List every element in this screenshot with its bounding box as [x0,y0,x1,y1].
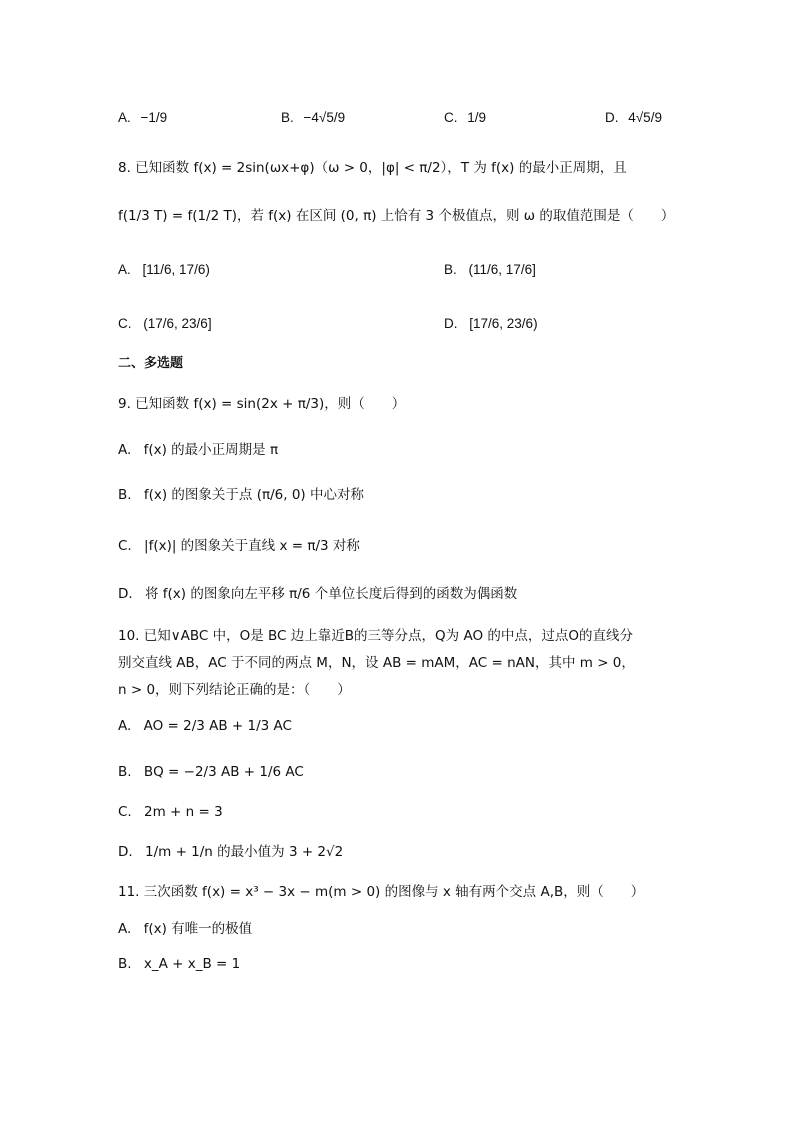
q11-option-a[interactable] [118,919,252,939]
q11-stem: 11. 三次函数 f(x) = x³ − 3x − m(m > 0) 的图像与 x 轴有两个交点 A,B，则（ ） [118,884,645,900]
section-title: 二、多选题 [118,356,184,371]
q7-option-d[interactable] [605,108,662,128]
option-expr: −1/9 [140,110,168,125]
q8-option-a[interactable] [118,260,210,280]
q10-option-a[interactable] [118,716,292,736]
option-label: A. [118,442,132,458]
option-label: A. [118,718,132,734]
q7-option-a[interactable] [118,108,167,128]
q10-stem-line1: 10. 已知∨ABC 中，O是 BC 边上靠近B的三等分点，Q为 AO 的中点，过点O的直线分 [118,628,633,644]
option-label: C. [118,538,132,554]
option-text: f(x) 有唯一的极值 [143,921,253,937]
q10-stem-line3: n > 0，则下列结论正确的是：（ ） [118,682,351,698]
q9-option-b[interactable] [118,485,364,505]
option-label: A. [118,110,131,125]
q7-option-b[interactable] [281,108,345,128]
option-text: f(x) 的图象关于点 (π/6, 0) 中心对称 [143,487,364,503]
q9-stem: 9. 已知函数 f(x) = sin(2x + π/3)，则（ ） [118,396,406,412]
q8-option-d[interactable] [444,314,538,334]
option-label: A. [118,262,131,277]
q7-option-c[interactable] [444,108,486,128]
option-label: D. [118,586,133,602]
option-label: D. [444,316,458,331]
option-label: C. [444,110,458,125]
q9-option-c[interactable] [118,536,360,556]
option-text: x_A + x_B = 1 [143,956,241,972]
option-text: 1/m + 1/n 的最小值为 3 + 2√2 [144,844,344,860]
option-expr: (11/6, 17/6] [468,262,536,277]
option-label: B. [118,487,132,503]
option-label: B. [118,764,132,780]
option-expr: [17/6, 23/6) [469,316,538,331]
q10-option-d[interactable] [118,842,343,862]
q10-option-c[interactable] [118,802,223,822]
q8-stem-line1: 8. 已知函数 f(x) = 2sin(ωx+φ)（ω > 0，|φ| < π/2），T 为 f(x) 的最小正周期，且 [118,160,627,176]
option-text: BQ = −2/3 AB + 1/6 AC [143,764,304,780]
q9-option-a[interactable] [118,440,278,460]
q8-stem-line2: f(1/3 T) = f(1/2 T)，若 f(x) 在区间 (0, π) 上恰有 3 个极值点，则 ω 的取值范围是（ ） [118,208,675,224]
option-label: D. [118,844,133,860]
option-label: B. [444,262,457,277]
option-text: 2m + n = 3 [144,804,223,820]
option-label: C. [118,804,132,820]
option-text: 将 f(x) 的图象向左平移 π/6 个单位长度后得到的函数为偶函数 [144,586,518,602]
option-expr: (17/6, 23/6] [143,316,212,331]
option-expr: 4√5/9 [628,110,662,125]
q9-option-d[interactable] [118,584,517,604]
q10-stem-line2: 别交直线 AB，AC 于不同的两点 M，N，设 AB = mAM，AC = nAN，其中 m > 0， [118,655,635,671]
option-label: B. [281,110,294,125]
option-label: D. [605,110,619,125]
option-text: f(x) 的最小正周期是 π [143,442,279,458]
option-label: B. [118,956,132,972]
option-expr: 1/9 [467,110,487,125]
q11-option-b[interactable] [118,954,240,974]
option-text: AO = 2/3 AB + 1/3 AC [143,718,292,734]
q8-option-c[interactable] [118,314,212,334]
q8-option-b[interactable] [444,260,536,280]
option-expr: [11/6, 17/6) [142,262,210,277]
q10-option-b[interactable] [118,762,304,782]
option-label: C. [118,316,132,331]
option-text: |f(x)| 的图象关于直线 x = π/3 对称 [144,538,360,554]
option-expr: −4√5/9 [303,110,346,125]
option-label: A. [118,921,132,937]
